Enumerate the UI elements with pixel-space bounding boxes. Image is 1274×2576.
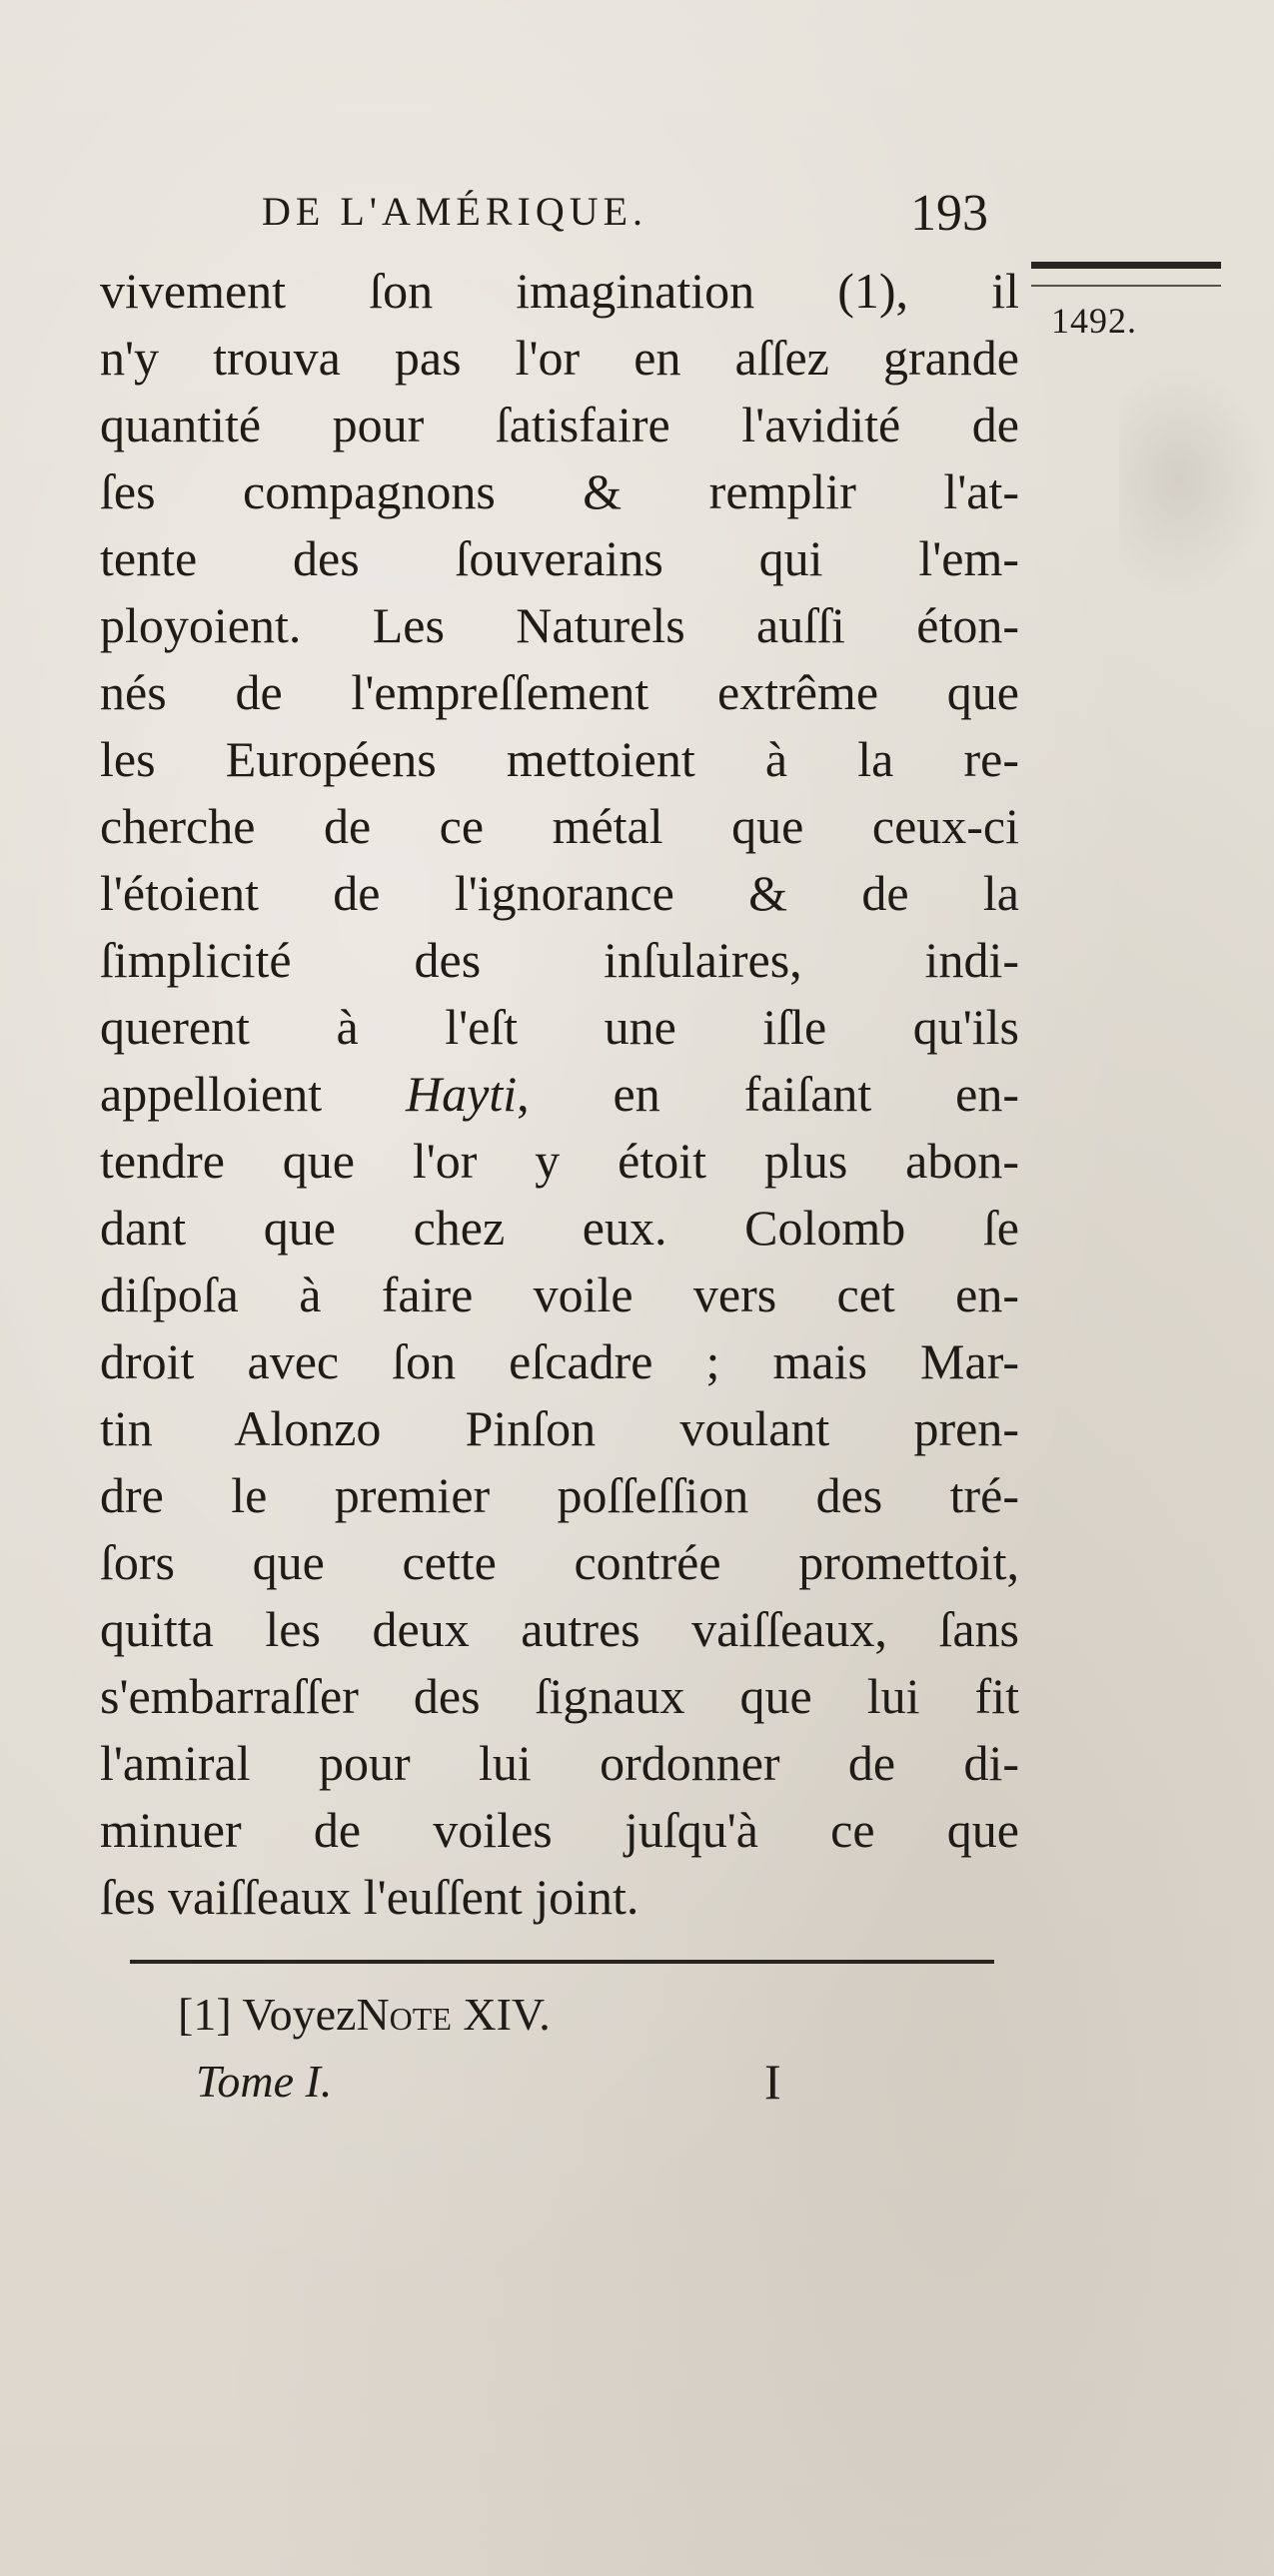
text-line: quantité pour ſatisfaire l'avidité de [100,397,1019,452]
footnote-text: Voyez [242,1989,357,2040]
footnote-rule [130,1960,994,1964]
text-line: diſpoſa à faire voile vers cet en- [100,1267,1019,1322]
text-line: tendre que l'or y étoit plus abon- [100,1133,1019,1189]
text-line-with-italic: appelloient Hayti, en faiſant en- [100,1066,1019,1122]
text-line: nés de l'empreſſement extrême que [100,664,1019,720]
text-line-last: ſes vaiſſeaux l'euſſent joint. [100,1869,639,1925]
italic-place-name: Hayti [406,1066,518,1122]
text-line: vivement ſon imagination (1), il [100,263,1019,319]
margin-rule [1031,262,1221,269]
gathering-signature: I [764,2054,781,2110]
text-line: tente des ſouverains qui l'em- [100,530,1019,586]
show-through-stain [1119,360,1269,599]
text-line: dre le premier poſſeſſion des tré- [100,1467,1019,1523]
text-line: s'embarraſſer des ſignaux que lui fit [100,1668,1019,1724]
text-line: quitta les deux autres vaiſſeaux, ſans [100,1601,1019,1657]
footnote-note-number: XIV. [463,1989,551,2040]
footnote-marker: [1] [178,1989,232,2040]
text-line: tin Alonzo Pinſon voulant pren- [100,1400,1019,1456]
running-head-title: DE L'AMÉRIQUE. [262,189,648,234]
text-line: n'y trouva pas l'or en aſſez grande [100,330,1019,386]
text-line: l'amiral pour lui ordonner de di- [100,1735,1019,1791]
text-line: ſes compagnons & remplir l'at- [100,463,1019,519]
text-line: cherche de ce métal que ceux-ci [100,798,1019,854]
text-line: ſors que cette contrée promettoit, [100,1534,1019,1590]
text-line: l'étoient de l'ignorance & de la [100,865,1019,921]
text-line: les Européens mettoient à la re- [100,731,1019,787]
text-line: ſimplicité des inſulaires, indi- [100,932,1019,988]
volume-signature: Tome I. [196,2056,333,2107]
margin-year-note: 1492. [1051,301,1137,341]
text-line: minuer de voiles juſqu'à ce que [100,1802,1019,1858]
footnote [178,1988,551,2041]
body-paragraph [100,258,1019,1931]
text-line: droit avec ſon eſcadre ; mais Mar- [100,1333,1019,1389]
footnote-note-label: Note [356,1989,452,2040]
text-line: querent à l'eſt une iſle qu'ils [100,999,1019,1055]
page-number: 193 [910,185,988,242]
text-line: dant que chez eux. Colomb ſe [100,1200,1019,1256]
text-line: ployoient. Les Naturels auſſi éton- [100,597,1019,653]
margin-rule-thin [1031,285,1221,287]
